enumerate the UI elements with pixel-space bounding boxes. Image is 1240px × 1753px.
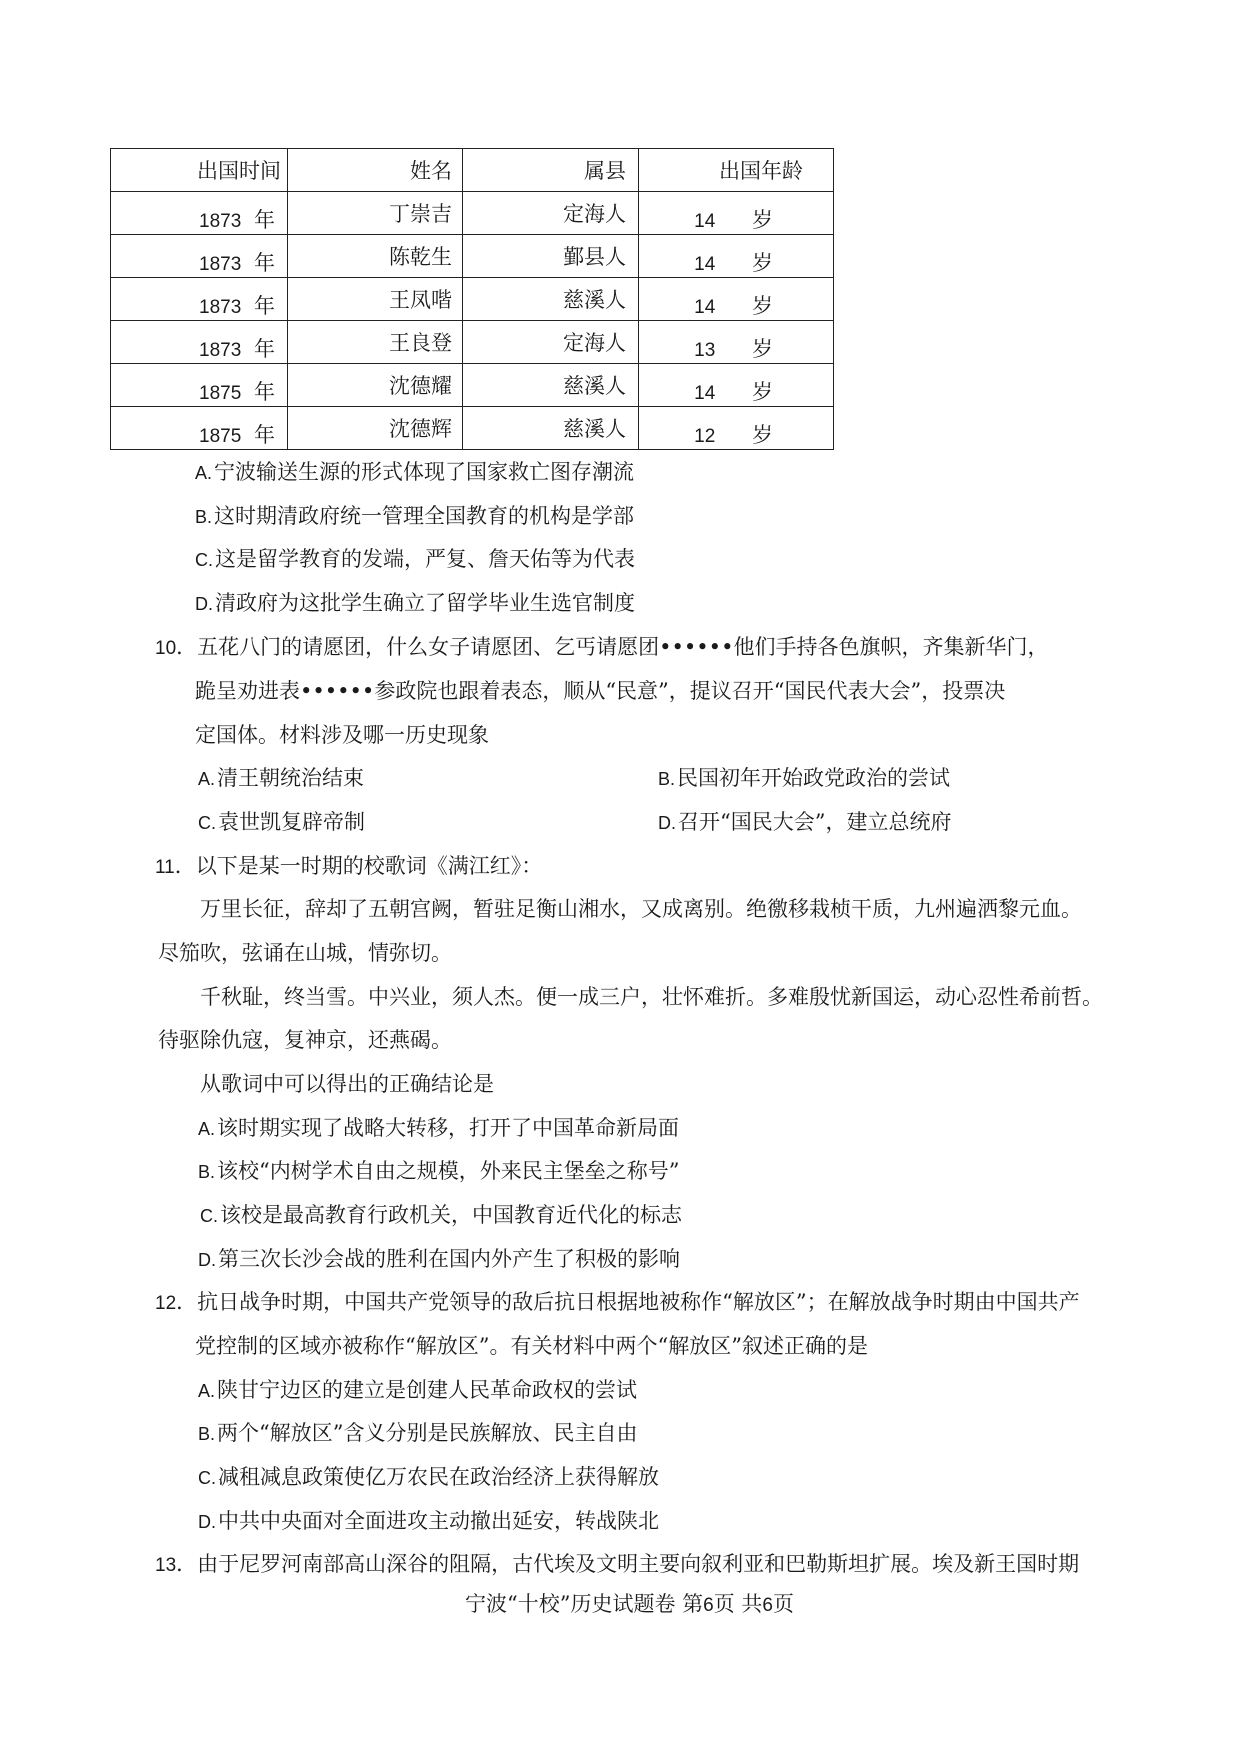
- year-unit: 年: [254, 251, 275, 275]
- q10-option-d: D.召开“国民大会”，建立总统府: [658, 810, 952, 834]
- age-unit: 岁: [752, 380, 773, 404]
- year-cell: 1875: [199, 383, 242, 404]
- q9-option-d: D.清政府为这批学生确立了留学毕业生选官制度: [195, 591, 635, 615]
- age-cell: 14: [694, 383, 716, 404]
- q12-number: 12: [155, 1293, 177, 1314]
- table-row: [111, 235, 834, 278]
- q10-option-b: B.民国初年开始政党政治的尝试: [658, 766, 951, 790]
- name-cell: 陈乾生: [389, 245, 452, 269]
- q10-option-c: C.袁世凯复辟帝制: [198, 810, 365, 834]
- county-cell: 慈溪人: [563, 288, 626, 312]
- q12-stem-line-1: 12．抗日战争时期，中国共产党领导的敌后抗日根据地被称作“解放区”；在解放战争时期由中国共产: [155, 1290, 1080, 1314]
- year-cell: 1875: [199, 426, 242, 447]
- age-unit: 岁: [752, 294, 773, 318]
- q12-option-b: B.两个“解放区”含义分别是民族解放、民主自由: [198, 1421, 638, 1445]
- q12-option-d: D.中共中央面对全面进攻主动撤出延安，转战陕北: [198, 1509, 659, 1533]
- table-row: [111, 364, 834, 407]
- name-cell: 王凤喈: [389, 288, 452, 312]
- age-cell: 14: [694, 297, 716, 318]
- q10-stem-line-2: 跪呈劝进表••••••参政院也跟着表态，顺从“民意”，提议召开“国民代表大会”，投票决: [195, 679, 1006, 703]
- q11-number: 11: [155, 857, 175, 878]
- name-cell: 沈德辉: [389, 417, 452, 441]
- table-header-cell: 出国时间: [197, 159, 281, 183]
- q11-lyric-line-2: 尽笳吹，弦诵在山城，情弥切。: [158, 941, 452, 965]
- age-cell: 14: [694, 254, 716, 275]
- table-header-row: [111, 149, 834, 192]
- county-cell: 定海人: [563, 202, 626, 226]
- q10-stem-line-3: 定国体。材料涉及哪一历史现象: [195, 723, 489, 747]
- q9-option-b: B.这时期清政府统一管理全国教育的机构是学部: [195, 504, 635, 528]
- page-footer: 宁波“十校”历史试题卷 第6页 共6页: [465, 1592, 794, 1616]
- year-unit: 年: [254, 380, 275, 404]
- page-number: 6: [703, 1595, 714, 1616]
- table-row: [111, 407, 834, 450]
- age-unit: 岁: [752, 423, 773, 447]
- year-unit: 年: [254, 337, 275, 361]
- county-cell: 慈溪人: [563, 374, 626, 398]
- q13-stem-line-1: 13．由于尼罗河南部高山深谷的阻隔，古代埃及文明主要向叙利亚和巴勒斯坦扩展。埃及新王国时期: [155, 1552, 1080, 1576]
- q10-option-a: A.清王朝统治结束: [198, 766, 365, 790]
- q9-option-a: A.宁波输送生源的形式体现了国家救亡图存潮流: [195, 460, 635, 484]
- table-header-cell: 出国年龄: [719, 159, 803, 183]
- q10-stem-line-1: 10．五花八门的请愿团，什么女子请愿团、乞丐请愿团••••••他们手持各色旗帜，齐集新华门，: [155, 635, 1049, 659]
- table-row: [111, 278, 834, 321]
- table-header-cell: 属县: [584, 159, 626, 183]
- age-cell: 12: [694, 426, 716, 447]
- q11-option-d: D.第三次长沙会战的胜利在国内外产生了积极的影响: [198, 1247, 680, 1271]
- q11-question: 从歌词中可以得出的正确结论是: [200, 1072, 494, 1096]
- q11-lyric-line-3: 千秋耻，终当雪。中兴业，须人杰。便一成三户，壮怀难折。多难殷忧新国运，动心忍性希前哲。: [200, 985, 1103, 1009]
- students-table: [110, 148, 834, 450]
- q12-option-c: C.减租减息政策使亿万农民在政治经济上获得解放: [198, 1465, 659, 1489]
- q11-stem: 11．以下是某一时期的校歌词《满江红》：: [155, 854, 543, 878]
- table-header-cell: 姓名: [410, 159, 452, 183]
- age-unit: 岁: [752, 337, 773, 361]
- table-row: [111, 321, 834, 364]
- q10-number: 10: [155, 638, 177, 659]
- year-unit: 年: [254, 423, 275, 447]
- page-total: 6: [762, 1595, 773, 1616]
- q12-option-a: A.陕甘宁边区的建立是创建人民革命政权的尝试: [198, 1378, 638, 1402]
- q11-option-a: A.该时期实现了战略大转移，打开了中国革命新局面: [198, 1116, 680, 1140]
- year-cell: 1873: [199, 254, 242, 275]
- age-cell: 13: [694, 340, 716, 361]
- age-unit: 岁: [752, 208, 773, 232]
- name-cell: 王良登: [389, 331, 452, 355]
- age-unit: 岁: [752, 251, 773, 275]
- table-row: [111, 192, 834, 235]
- year-cell: 1873: [199, 340, 242, 361]
- age-cell: 14: [694, 211, 716, 232]
- year-cell: 1873: [199, 297, 242, 318]
- q11-lyric-line-1: 万里长征，辞却了五朝宫阙，暂驻足衡山湘水，又成离别。绝徼移栽桢干质，九州遍洒黎元血。: [200, 897, 1082, 921]
- name-cell: 沈德耀: [389, 374, 452, 398]
- q11-option-b: B.该校“内树学术自由之规模，外来民主堡垒之称号”: [198, 1159, 680, 1183]
- year-unit: 年: [254, 294, 275, 318]
- name-cell: 丁崇吉: [389, 202, 452, 226]
- year-unit: 年: [254, 208, 275, 232]
- q9-option-c: C.这是留学教育的发端，严复、詹天佑等为代表: [195, 547, 635, 571]
- q13-number: 13: [155, 1555, 177, 1576]
- year-cell: 1873: [199, 211, 242, 232]
- county-cell: 定海人: [563, 331, 626, 355]
- q12-stem-line-2: 党控制的区域亦被称作“解放区”。有关材料中两个“解放区”叙述正确的是: [195, 1334, 868, 1358]
- q11-option-c: C.该校是最高教育行政机关，中国教育近代化的标志: [200, 1203, 682, 1227]
- county-cell: 鄞县人: [563, 245, 626, 269]
- county-cell: 慈溪人: [563, 417, 626, 441]
- q11-lyric-line-4: 待驱除仇寇，复神京，还燕碣。: [158, 1028, 452, 1052]
